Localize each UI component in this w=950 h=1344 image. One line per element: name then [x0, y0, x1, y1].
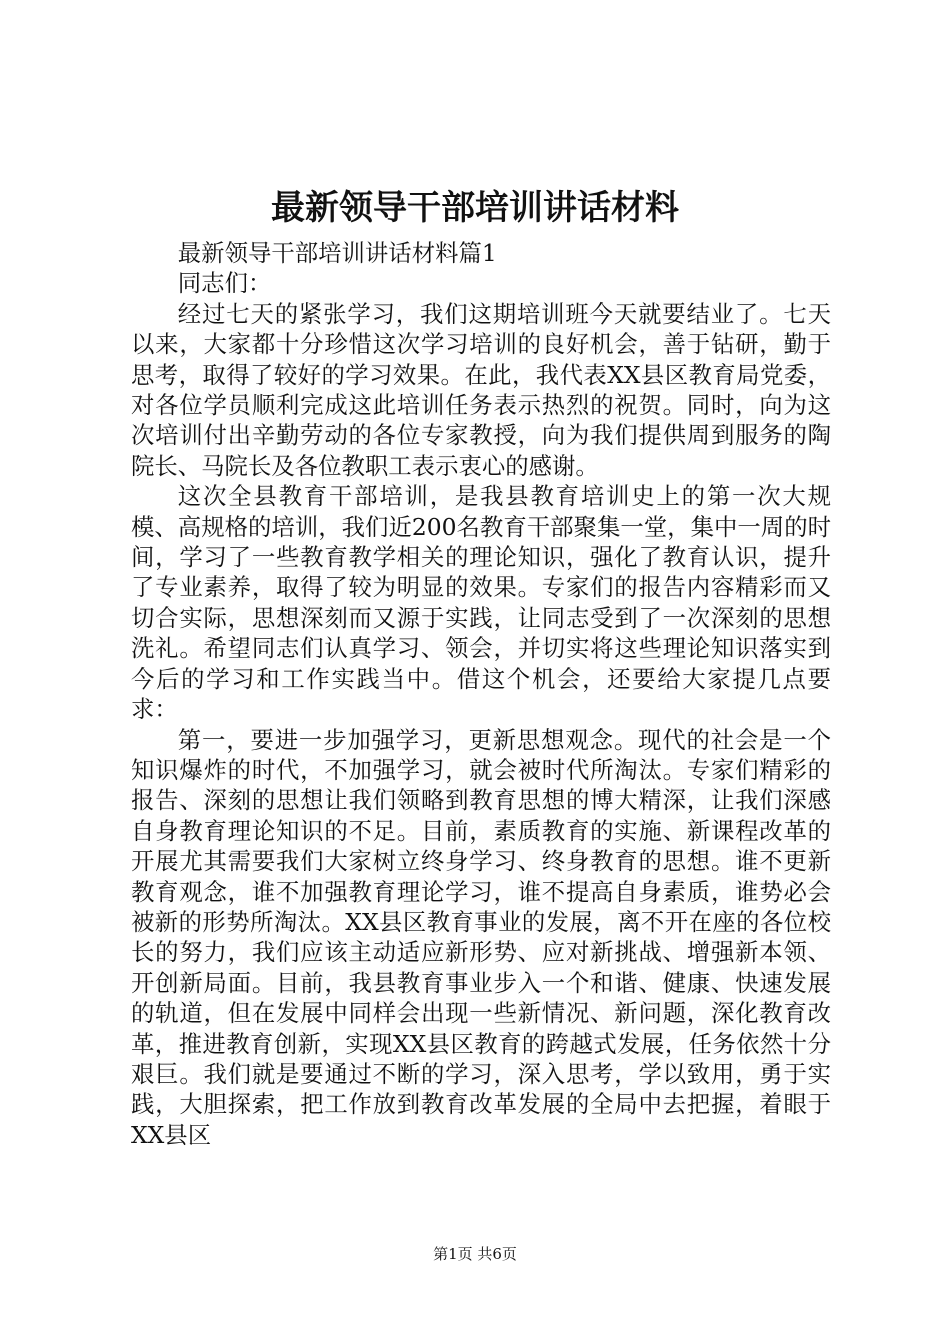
paragraph-requirement-one: 第一，要进一步加强学习，更新思想观念。现代的社会是一个知识爆炸的时代，不加强学习，就会被时代所淘汰。专家们精彩的报告、深刻的思想让我们领略到教育思想的博大精深，让我们深感自身教育理论知识的不足。目前，素质教育的实施、新课程改革的开展尤其需要我们大家树立终身学习、终身教育的思想。谁不更新教育观念，谁不加强教育理论学习，谁不提高自身素质，谁势必会被新的形势所淘汰。XX县区教育事业的发展，离不开在座的各位校长的努力，我们应该主动适应新形势、应对新挑战、增强新本领、开创新局面。目前，我县教育事业步入一个和谐、健康、快速发展的轨道，但在发展中同样会出现一些新情况、新问题，深化教育改革，推进教育创新，实现XX县区教育的跨越式发展，任务依然十分艰巨。我们就是要通过不断的学习，深入思考，学以致用，勇于实践，大胆探索，把工作放到教育改革发展的全局中去把握，着眼于XX县区 [131, 725, 831, 1149]
document-body [131, 238, 831, 1150]
page-total: 共6页 [477, 1245, 517, 1263]
page-number: 第1页 [433, 1245, 473, 1263]
paragraph-training-summary: 这次全县教育干部培训，是我县教育培训史上的第一次大规模、高规格的培训，我们近200名教育干部聚集一堂，集中一周的时间，学习了一些教育教学相关的理论知识，强化了教育认识，提升了专业素养，取得了较为明显的效果。专家们的报告内容精彩而又切合实际，思想深刻而又源于实践，让同志受到了一次深刻的思想洗礼。希望同志们认真学习、领会，并切实将这些理论知识落实到今后的学习和工作实践当中。借这个机会，还要给大家提几点要求： [131, 482, 831, 724]
section-heading: 最新领导干部培训讲话材料篇1 [177, 239, 497, 267]
salutation: 同志们： [177, 269, 272, 298]
document-title: 最新领导干部培训讲话材料 [271, 188, 679, 228]
paragraph-opening: 经过七天的紧张学习，我们这期培训班今天就要结业了。七天以来，大家都十分珍惜这次学习培训的良好机会，善于钻研，勤于思考，取得了较好的学习效果。在此，我代表XX县区教育局党委，对各位学员顺利完成这此培训任务表示热烈的祝贺。同时，向为这次培训付出辛勤劳动的各位专家教授，向为我们提供周到服务的陶院长、马院长及各位教职工表示衷心的感谢。 [131, 299, 831, 480]
page-footer [0, 1244, 950, 1264]
